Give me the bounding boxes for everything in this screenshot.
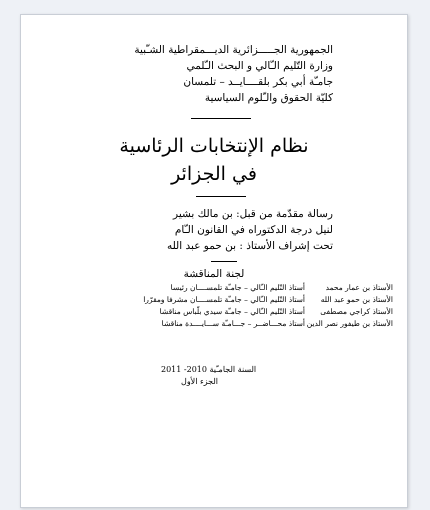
divider-thesis	[211, 261, 237, 262]
thesis-presented-by: رسالة مقدّمة من قبل: بن مالك بشير	[173, 208, 333, 220]
header-republic: الجمهورية الجـــــزائرية الديـــمقراطية الشـّبية	[134, 44, 333, 56]
volume-part: الجزء الأول	[181, 377, 219, 386]
divider-top	[191, 118, 251, 119]
academic-year: السنة الجامـّية 2010- 2011	[161, 365, 257, 374]
member-name: الأستاذ كراجي مصطفى	[320, 307, 393, 316]
title-line-1: نظام الإنتخابات الرئاسية	[119, 135, 309, 157]
title-line-2: في الجزائر	[171, 163, 257, 185]
header-university: جامـّة أبي بكر بلقــــايــد – تلمسان	[183, 76, 333, 88]
member-role: أستاذ التّليم الـّالي – جامـّة تلمســــان مشرفا ومقرّرا	[143, 295, 305, 304]
member-role: أستاذ التّليم الـّالي – جامـّة تلمســــان رئيسا	[170, 283, 305, 292]
header-ministry: وزارة التّليم الـّالي و البحث الـّلمي	[186, 60, 333, 72]
committee-member-row	[39, 306, 393, 318]
committee-member-row	[39, 282, 393, 294]
member-name: الأستاذ بن طيفور نصر الدين	[306, 319, 393, 328]
member-name: الأستاذ بن عمار محمد	[325, 283, 393, 292]
document-page	[20, 14, 408, 508]
committee-title: لجنة المناقشة	[183, 268, 245, 280]
committee-member-row	[39, 294, 393, 306]
thesis-supervisor: تحت إشراف الأستاذ : بن حمو عبد الله	[166, 240, 333, 252]
divider-title	[196, 196, 246, 197]
member-name: الأستاذ بن حمو عبد الله	[320, 295, 393, 304]
thesis-degree: لنيل درجة الدكتوراه في القانون الـّام	[174, 224, 333, 236]
member-role: أستاذ التّليم الـّالي – جامـّة سيدي بلّباس مناقشا	[159, 307, 305, 316]
committee-member-row	[39, 318, 393, 330]
header-faculty: كليّة الحقوق والـّلوم السياسية	[204, 92, 333, 104]
member-role: أستاذ محـــاضــر – جـــامـّة ســـايــــدة مناقشا	[161, 319, 305, 328]
